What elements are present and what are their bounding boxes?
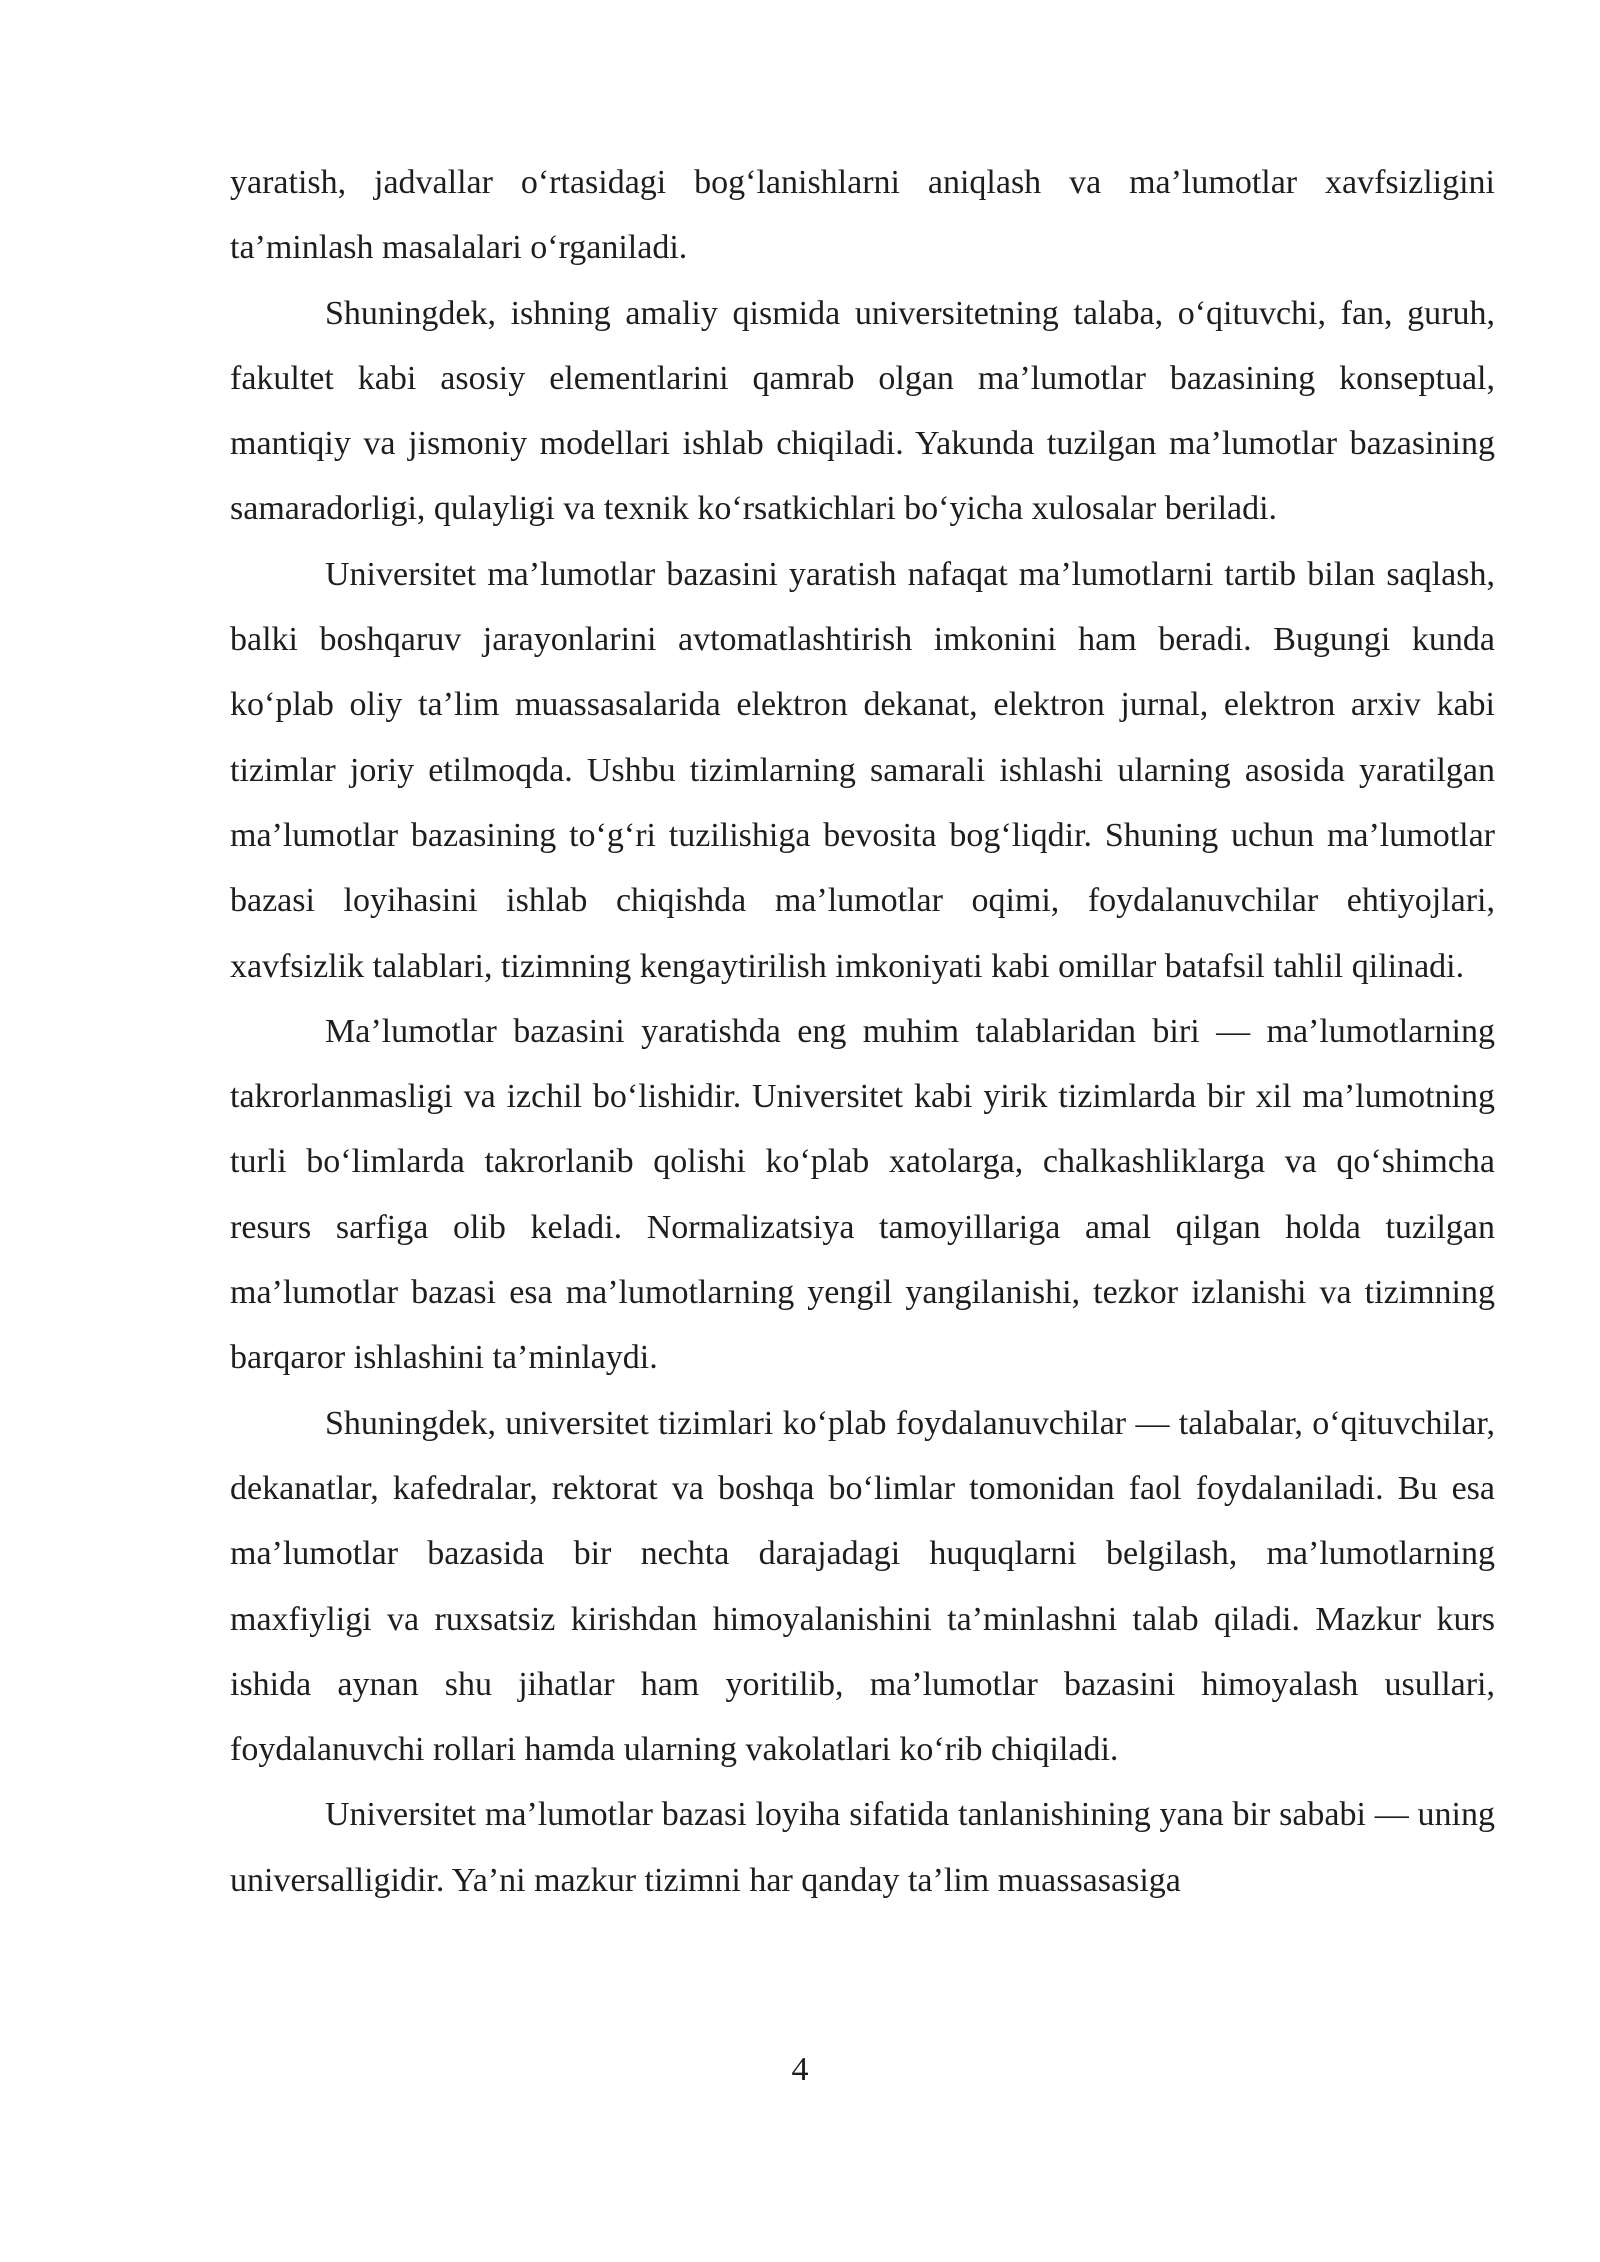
page-number: 4: [791, 2051, 809, 2088]
paragraph: Universitet ma’lumotlar bazasi loyiha sifatida tanlanishining yana bir sababi — uning universalligidir. Ya’ni mazkur tizimni har qanday ta’lim muassasasiga: [230, 1796, 1495, 1899]
paragraph: Ma’lumotlar bazasini yaratishda eng muhim talablaridan biri — ma’lumotlarning takrorlanmasligi va izchil bo‘lishidir. Universitet kabi yirik tizimlarda bir xil ma’lumotning turli bo‘limlarda takrorlanib qolishi ko‘plab xatolarga, chalkashliklarga va qo‘shimcha resurs sarfiga olib keladi. Normalizatsiya tamoyillariga amal qilgan holda tuzilgan ma’lumotlar bazasi esa ma’lumotlarning yengil yangilanishi, tezkor izlanishi va tizimning barqaror ishlashini ta’minlaydi.: [230, 1012, 1495, 1377]
document-body: [230, 150, 1495, 1913]
paragraph-continuation: yaratish, jadvallar o‘rtasidagi bog‘lanishlarni aniqlash va ma’lumotlar xavfsizligini ta’minlash masalalari o‘rganiladi.: [230, 164, 1495, 267]
paragraph: Shuningdek, ishning amaliy qismida universitetning talaba, o‘qituvchi, fan, guruh, fakultet kabi asosiy elementlarini qamrab olgan ma’lumotlar bazasining konseptual, mantiqiy va jismoniy modellari ishlab chiqiladi. Yakunda tuzilgan ma’lumotlar bazasining samaradorligi, qulayligi va texnik ko‘rsatkichlari bo‘yicha xulosalar beriladi.: [230, 294, 1495, 528]
paragraph: Universitet ma’lumotlar bazasini yaratish nafaqat ma’lumotlarni tartib bilan saqlash, balki boshqaruv jarayonlarini avtomatlashtirish imkonini ham beradi. Bugungi kunda ko‘plab oliy ta’lim muassasalarida elektron dekanat, elektron jurnal, elektron arxiv kabi tizimlar joriy etilmoqda. Ushbu tizimlarning samarali ishlashi ularning asosida yaratilgan ma’lumotlar bazasining to‘g‘ri tuzilishiga bevosita bog‘liqdir. Shuning uchun ma’lumotlar bazasi loyihasini ishlab chiqishda ma’lumotlar oqimi, foydalanuvchilar ehtiyojlari, xavfsizlik talablari, tizimning kengaytirilish imkoniyati kabi omillar batafsil tahlil qilinadi.: [230, 555, 1495, 985]
paragraph: Shuningdek, universitet tizimlari ko‘plab foydalanuvchilar — talabalar, o‘qituvchilar, dekanatlar, kafedralar, rektorat va boshqa bo‘limlar tomonidan faol foydalaniladi. Bu esa ma’lumotlar bazasida bir nechta darajadagi huquqlarni belgilash, ma’lumotlarning maxfiyligi va ruxsatsiz kirishdan himoyalanishini ta’minlashni talab qiladi. Mazkur kurs ishida aynan shu jihatlar ham yoritilib, ma’lumotlar bazasini himoyalash usullari, foydalanuvchi rollari hamda ularning vakolatlari ko‘rib chiqiladi.: [230, 1404, 1495, 1769]
